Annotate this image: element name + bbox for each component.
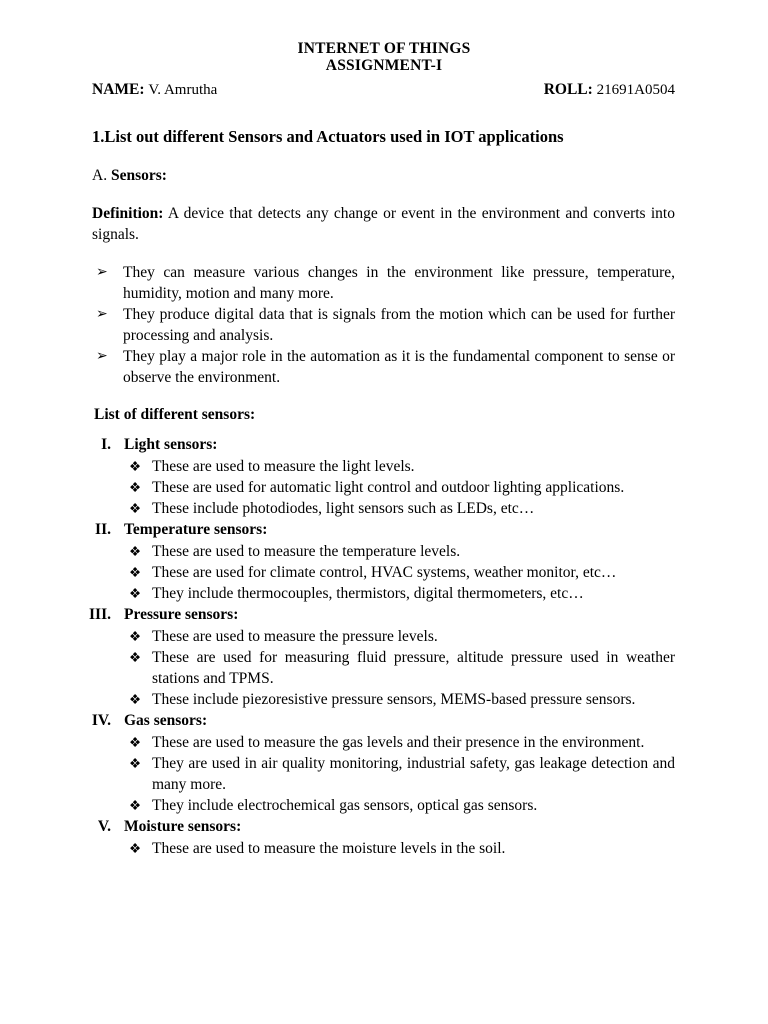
arrow-bullet-icon: ➢	[96, 265, 108, 280]
document-title-line-1: INTERNET OF THINGS	[297, 40, 471, 57]
list-item	[92, 477, 675, 498]
sensor-type-title: Moisture sensors:	[124, 818, 242, 835]
student-name-field	[92, 80, 217, 100]
diamond-bullet-icon: ❖	[129, 650, 142, 665]
diamond-bullet-icon: ❖	[129, 544, 142, 559]
roman-numeral: II.	[95, 521, 111, 538]
definition-paragraph	[92, 203, 675, 245]
sensor-type-heading	[92, 434, 675, 455]
diamond-bullet-icon: ❖	[129, 798, 142, 813]
diamond-bullet-icon: ❖	[129, 841, 142, 856]
list-item-text: They are used in air quality monitoring, industrial safety, gas leakage detection and many more.	[152, 755, 675, 793]
diamond-bullet-icon: ❖	[129, 586, 142, 601]
sensor-type-heading	[89, 604, 675, 625]
list-item	[92, 647, 675, 689]
sensor-characteristics-list	[92, 262, 675, 388]
list-item	[92, 710, 675, 816]
sensor-type-title: Gas sensors:	[124, 712, 208, 729]
list-item	[96, 304, 675, 346]
sensor-type-heading	[92, 519, 675, 540]
list-item-text: They play a major role in the automation as it is the fundamental component to sense or observe the environment.	[123, 348, 675, 386]
roman-numeral: III.	[89, 606, 111, 623]
list-item	[92, 562, 675, 583]
list-item-text: They include electrochemical gas sensors, optical gas sensors.	[152, 797, 538, 814]
list-item	[96, 262, 675, 304]
sensor-type-heading	[92, 710, 675, 731]
diamond-bullet-icon: ❖	[129, 459, 142, 474]
diamond-bullet-icon: ❖	[129, 565, 142, 580]
section-heading-sensors	[92, 165, 675, 187]
section-title: Sensors:	[110, 167, 167, 184]
sensor-types-list	[89, 434, 675, 859]
list-item-text: These are used to measure the gas levels and their presence in the environment.	[152, 734, 645, 751]
list-item	[92, 732, 675, 753]
sensor-detail-list	[92, 626, 675, 710]
sensor-type-title: Light sensors:	[124, 436, 218, 453]
list-item	[92, 816, 675, 859]
sensor-type-title: Temperature sensors:	[124, 521, 268, 538]
list-item	[92, 519, 675, 604]
definition-label: Definition:	[92, 205, 164, 222]
list-item-text: These are used to measure the moisture levels in the soil.	[152, 840, 506, 857]
list-item	[92, 434, 675, 519]
definition-text: A device that detects any change or event in the environment and converts into signals.	[92, 205, 675, 243]
roman-numeral: V.	[97, 818, 111, 835]
list-item	[92, 753, 675, 795]
list-item	[96, 346, 675, 388]
list-item-text: These are used for climate control, HVAC systems, weather monitor, etc…	[152, 564, 617, 581]
list-item	[92, 583, 675, 604]
sensor-detail-list	[92, 456, 675, 519]
list-item	[92, 838, 675, 859]
sensor-detail-list	[92, 732, 675, 816]
list-item	[92, 795, 675, 816]
name-roll-row	[0, 80, 768, 100]
diamond-bullet-icon: ❖	[129, 756, 142, 771]
list-item	[92, 456, 675, 477]
roman-numeral: IV.	[91, 712, 111, 729]
arrow-bullet-icon: ➢	[96, 349, 108, 364]
list-item-text: They produce digital data that is signals from the motion which can be used for further processing and analysis.	[123, 306, 675, 344]
list-item-text: These are used to measure the pressure levels.	[152, 628, 438, 645]
arrow-bullet-icon: ➢	[96, 307, 108, 322]
student-name-label: NAME:	[92, 81, 145, 98]
list-item	[89, 604, 675, 710]
sensor-type-heading	[92, 816, 675, 837]
roman-numeral: I.	[101, 436, 111, 453]
sensor-type-title: Pressure sensors:	[124, 606, 239, 623]
list-item-text: They can measure various changes in the environment like pressure, temperature, humidity, motion and many more.	[123, 264, 675, 302]
sensor-detail-list	[92, 838, 675, 859]
diamond-bullet-icon: ❖	[129, 501, 142, 516]
list-item	[92, 689, 675, 710]
list-item-text: These are used for automatic light control and outdoor lighting applications.	[152, 479, 625, 496]
sensor-detail-list	[92, 541, 675, 604]
list-item	[92, 626, 675, 647]
section-letter: A.	[92, 167, 108, 184]
student-name-value: V. Amrutha	[148, 82, 218, 98]
list-item	[92, 541, 675, 562]
list-item-text: These are used for measuring fluid pressure, altitude pressure used in weather stations and TPMS.	[152, 649, 675, 687]
list-item-text: These include piezoresistive pressure sensors, MEMS-based pressure sensors.	[152, 691, 636, 708]
document-header	[0, 0, 768, 100]
roll-number-value: 21691A0504	[596, 82, 675, 98]
diamond-bullet-icon: ❖	[129, 629, 142, 644]
document-title-line-2: ASSIGNMENT-I	[325, 57, 443, 74]
document-body	[0, 126, 768, 859]
roll-number-label: ROLL:	[543, 81, 593, 98]
list-item-text: These are used to measure the light levels.	[152, 458, 415, 475]
diamond-bullet-icon: ❖	[129, 735, 142, 750]
roll-number-field	[544, 80, 675, 100]
list-item-text: They include thermocouples, thermistors, digital thermometers, etc…	[152, 585, 584, 602]
diamond-bullet-icon: ❖	[129, 480, 142, 495]
list-item-text: These include photodiodes, light sensors such as LEDs, etc…	[152, 500, 535, 517]
list-item	[92, 498, 675, 519]
list-item-text: These are used to measure the temperature levels.	[152, 543, 461, 560]
sensor-list-label: List of different sensors:	[94, 406, 256, 423]
question-heading: 1.List out different Sensors and Actuators used in IOT applications	[92, 127, 564, 146]
diamond-bullet-icon: ❖	[129, 692, 142, 707]
